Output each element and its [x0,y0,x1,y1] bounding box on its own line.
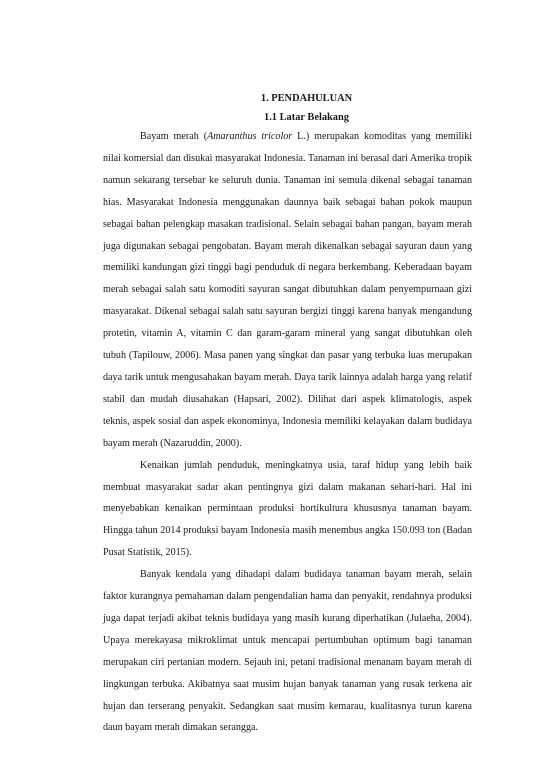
paragraph-2: Kenaikan jumlah penduduk, meningkatnya usia, taraf hidup yang lebih baik membuat masyarakat sadar akan pentingnya gizi dalam makanan sehari-hari. Hal ini menyebabkan kenaikan permintaan produksi hortikultura khususnya tanaman bayam. Hingga tahun 2014 produksi bayam Indonesia masih menembus angka 150.093 ton (Badan Pusat Statistik, 2015). [103,459,472,559]
paragraph-3: Banyak kendala yang dihadapi dalam budidaya tanaman bayam merah, selain faktor kurangnya pemahaman dalam pengendalian hama dan penyakit, rendahnya produksi juga dapat terjadi akibat teknis budidaya yang masih kurang diperhatikan (Julaeha, 2004). Upaya merekayasa mikroklimat untuk mencapai pertumbuhan optimum bagi tanaman merupakan ciri pertanian modern. Sejauh ini, petani tradisional menanam bayam merah di lingkungan terbuka. Akibatnya saat musim hujan banyak tanaman yang rusak terkena air hujan dan terserang penyakit. Sedangkan saat musim kemarau, kualitasnya turun karena daun bayam merah dimakan serangga. [103,569,472,734]
chapter-title: 1. PENDAHULUAN [260,93,353,104]
paragraph-1-start: Bayam merah ( [140,131,208,142]
species-name: Amaranthus tricolor [207,131,293,142]
paragraph-1-rest: L.) merupakan komoditas yang memiliki nilai komersial dan disukai masyarakat Indonesia. Tanaman ini berasal dari Amerika tropik namun sekarang tersebar ke seluruh dunia. Tanaman ini semula dikenal sebagai tanaman hias. Masyarakat Indonesia menggunakan daunnya baik sebagai bahan pokok maupun sebagai bahan pelengkap masakan tradisional. Selain sebagai bahan pangan, bayam merah juga digunakan sebagai pengobatan. Bayam merah dikenalkan sebagai sayuran daun yang memiliki kandungan gizi tinggi bagi penduduk di negara berkembang. Keberadaan bayam merah sebagai salah satu komoditi sayuran sangat dibutuhkan dalam penyempurnaan gizi masyarakat. Dikenal sebagai salah satu sayuran bergizi tinggi karena banyak mengandung protetin, vitamin A, vitamin C dan garam-garam mineral yang sangat dibutuhkan oleh tubuh (Tapilouw, 2006). Masa panen yang singkat dan pasar yang terbuka luas merupakan daya tarik untuk mengusahakan bayam merah. Daya tarik lainnya adalah harga yang relatif stabil dan mudah diusahakan (Hapsari, 2002). Dilihat dari aspek klimatologis, aspek teknis, aspek sosial dan aspek ekonominya, Indonesia memiliki kelayakan dalam budidaya bayam merah (Nazaruddin, 2000). [103,131,473,449]
paragraph-1 [103,126,472,455]
page-content [103,90,472,739]
section-title: 1.1 Latar Belakang [264,112,349,123]
